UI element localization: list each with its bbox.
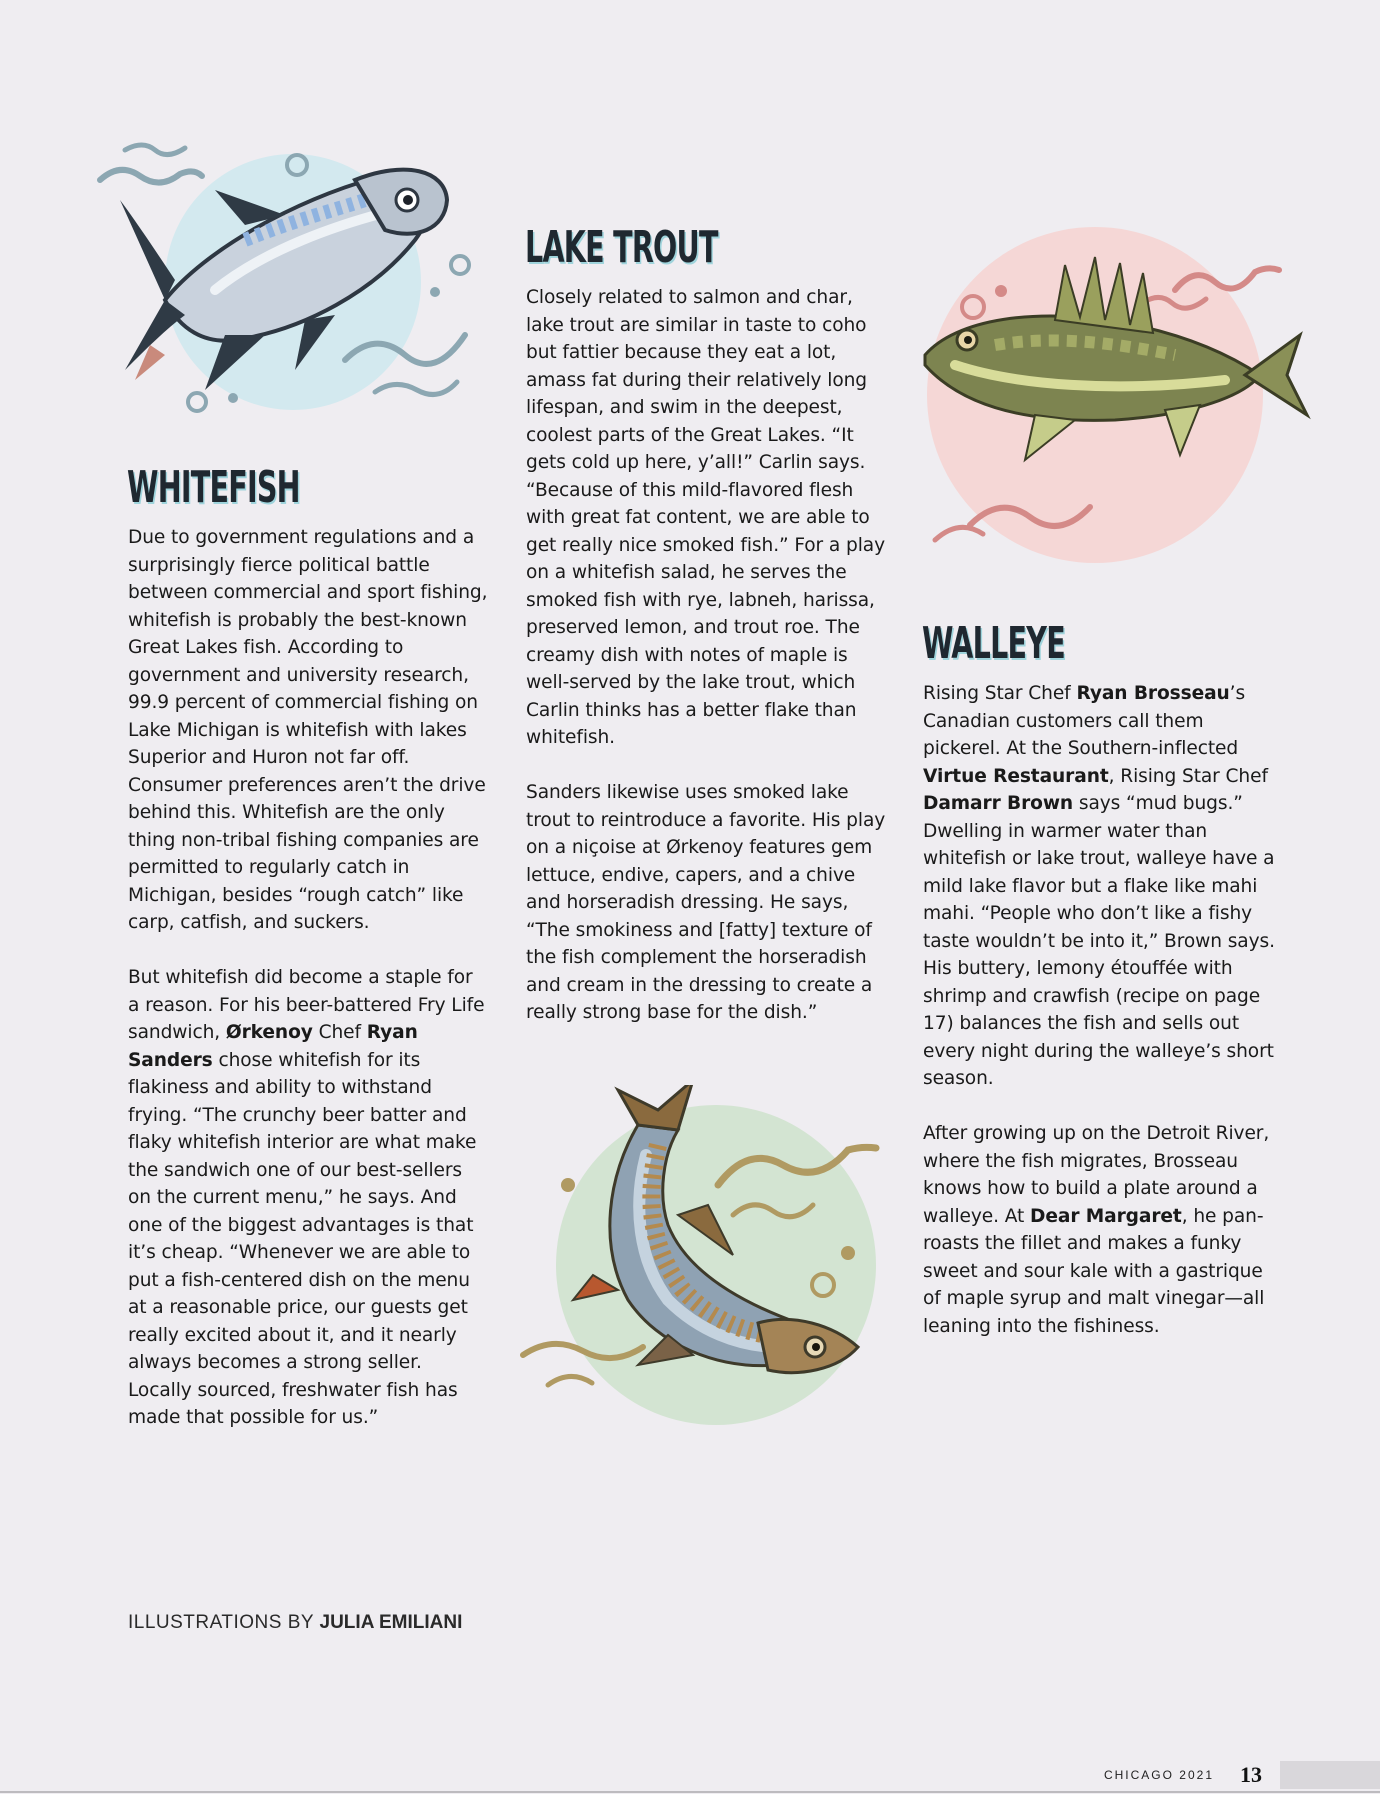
illustration-credit: ILLUSTRATIONS BY JULIA EMILIANI xyxy=(128,1612,463,1633)
illustrator-name: JULIA EMILIANI xyxy=(319,1612,463,1633)
whitefish-paragraph-1: Due to government regulations and a surprisingly fierce political battle between commercial and sport fishing, whitefish is probably the best-known Great Lakes fish. According to government and university research, 99.9 percent of commercial fishing on Lake Michigan is whitefish with lakes Superior and Huron not far off. Consumer preferences aren’t the drive behind this. Whitefish are the only thing non-tribal fishing companies are permitted to regularly catch in Michigan, besides “rough catch” like carp, catfish, and suckers. xyxy=(128,527,488,933)
chef-damarr-brown: Damarr Brown xyxy=(923,793,1074,814)
lake-trout-paragraph-1: Closely related to salmon and char, lake trout are similar in taste to coho but fattier because they eat a lot, amass fat during their relatively long lifespan, and swim in the deepest, coolest parts of the Great Lakes. “It gets cold up here, y’all!” Carlin says. “Because of this mild-flavored flesh with great fat content, we are able to get really nice smoked fish.” For a play on a whitefish salad, he serves the smoked fish with rye, labneh, harissa, preserved lemon, and trout roe. The creamy dish with notes of maple is well-served by the lake trout, which Carlin thinks has a better flake than whitefish. xyxy=(526,287,885,748)
lake-trout-section xyxy=(526,222,886,1054)
bottom-rule xyxy=(0,1791,1380,1793)
walleye-paragraph-1: Rising Star Chef Ryan Brosseau’s Canadian customers call them pickerel. At the Southern-inflected Virtue Restaurant, Rising Star Chef Damarr Brown says “mud bugs.” Dwelling in warmer water than whitefish or lake trout, walleye have a mild lake flavor but a flake like mahi mahi. “People who don’t like a fishy taste wouldn’t be into it,” Brown says. His buttery, lemony étouffée with shrimp and crawfish (recipe on page 17) balances the fish and sells out every night during the walleye’s short season. xyxy=(923,683,1275,1089)
whitefish-illustration xyxy=(95,130,480,430)
whitefish-section xyxy=(128,462,488,1459)
walleye-illustration xyxy=(915,225,1315,565)
lake-trout-illustration xyxy=(518,1085,883,1430)
walleye-heading: WALLEYE xyxy=(922,618,1065,669)
chef-ryan-sanders: Ryan Sanders xyxy=(128,1022,418,1071)
restaurant-dear-margaret: Dear Margaret xyxy=(1030,1205,1182,1227)
lake-trout-paragraph-2: Sanders likewise uses smoked lake trout to reintroduce a favorite. His play on a niçoise at Ørkenoy features gem lettuce, endive, capers, and a chive and horseradish dressing. He says, “The smokiness and [fatty] texture of the fish complement the horseradish and cream in the dressing to create a really strong base for the dish.” xyxy=(526,782,886,1023)
page-number: 13 xyxy=(1240,1762,1262,1787)
whitefish-paragraph-2: But whitefish did become a staple for a reason. For his beer-battered Fry Life sandwich, Ørkenoy Chef Ryan Sanders chose whitefish for its flakiness and ability to withstand frying. “The crunchy beer batter and flaky whitefish interior are what make the sandwich one of our best-sellers on the current menu,” he says. And one of the biggest advantages is that it’s cheap. “Whenever we are able to put a fish-centered dish on the menu at a reasonable price, our guests get really excited about it, and it nearly always becomes a strong seller. Locally sourced, freshwater fish has made that possible for us.” xyxy=(128,967,485,1428)
magazine-issue: CHICAGO 2021 xyxy=(1103,1768,1214,1782)
walleye-section xyxy=(923,618,1283,1368)
footer-tab xyxy=(1280,1761,1380,1789)
restaurant-virtue: Virtue Restaurant xyxy=(923,765,1109,787)
restaurant-orkenoy: Ørkenoy xyxy=(225,1022,313,1043)
lake-trout-heading: LAKE TROUT xyxy=(525,222,718,273)
walleye-paragraph-2: After growing up on the Detroit River, where the fish migrates, Brosseau knows how to build a plate around a walleye. At Dear Margaret, he pan-roasts the fillet and makes a funky sweet and sour kale with a gastrique of maple syrup and malt vinegar—all leaning into the fishiness. xyxy=(923,1123,1270,1337)
whitefish-heading: WHITEFISH xyxy=(127,462,300,513)
chef-ryan-brosseau: Ryan Brosseau xyxy=(1076,683,1230,704)
page-footer xyxy=(1104,1761,1380,1789)
